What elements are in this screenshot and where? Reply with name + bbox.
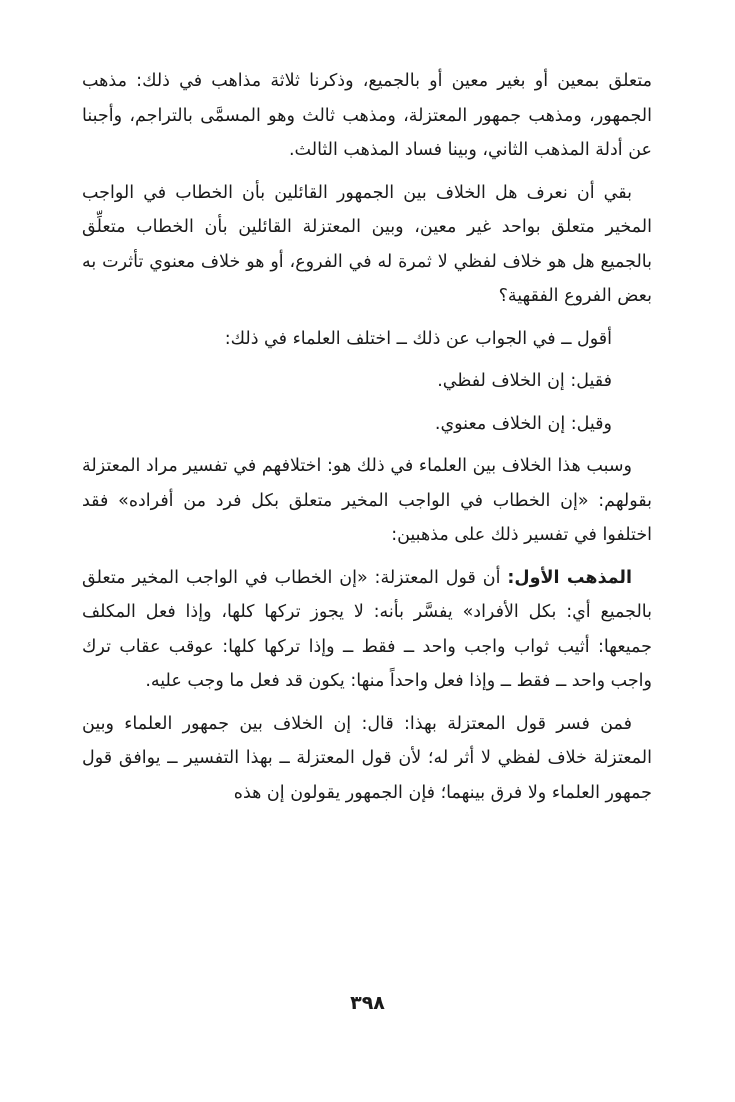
paragraph-2: بقي أن نعرف هل الخلاف بين الجمهور القائلين بأن الخطاب في الواجب المخير متعلق بواحد غير معين، وبين المعتزلة القائلين بأن الخطاب متعلِّق بالجميع هل هو خلاف لفظي لا ثمرة له في الفروع، أو هو خلاف معنوي تأثرت به بعض الفروع الفقهية؟ bbox=[82, 182, 652, 306]
paragraph-7 bbox=[82, 561, 652, 699]
page-body bbox=[82, 64, 652, 810]
paragraph-8: فمن فسر قول المعتزلة بهذا: قال: إن الخلاف بين جمهور العلماء وبين المعتزلة خلاف لفظي لا أثر له؛ لأن قول المعتزلة ــ بهذا التفسير ــ يوافق قول جمهور العلماء ولا فرق بينهما؛ فإن الجمهور يقولون إن هذه bbox=[82, 713, 652, 803]
paragraph-5: وقيل: إن الخلاف معنوي. bbox=[434, 413, 612, 434]
paragraph-6: وسبب هذا الخلاف بين العلماء في ذلك هو: اختلافهم في تفسير مراد المعتزلة بقولهم: «إن الخطاب في الواجب المخير متعلق بكل فرد من أفراده» فقد اختلفوا في تفسير ذلك على مذهبين: bbox=[82, 456, 652, 545]
paragraph-4: فقيل: إن الخلاف لفظي. bbox=[437, 371, 612, 391]
section-heading: المذهب الأول: bbox=[507, 567, 632, 588]
paragraph-3: أقول ــ في الجواب عن ذلك ــ اختلف العلماء في ذلك: bbox=[224, 328, 612, 349]
paragraph-7-text: أن قول المعتزلة: «إن الخطاب في الواجب المخير متعلق بالجميع أي: بكل الأفراد» يفسَّر بأنه: لا يجوز تركها كلها، وإذا فعل المكلف جميعها: أثيب ثواب واجب واحد ــ فقط ــ وإذا تركها كلها: عوقب عقاب ترك واجب واحد ــ فقط ــ وإذا فعل واحداً منها: يكون قد فعل ما وجب عليه. bbox=[82, 567, 652, 691]
paragraph-1: متعلق بمعين أو بغير معين أو بالجميع، وذكرنا ثلاثة مذاهب في ذلك: مذهب الجمهور، ومذهب جمهور المعتزلة، ومذهب ثالث وهو المسمَّى بالتراجم، وأجبنا عن أدلة المذهب الثاني، وبينا فساد المذهب الثالث. bbox=[82, 71, 652, 160]
page-number: ٣٩٨ bbox=[350, 992, 385, 1014]
